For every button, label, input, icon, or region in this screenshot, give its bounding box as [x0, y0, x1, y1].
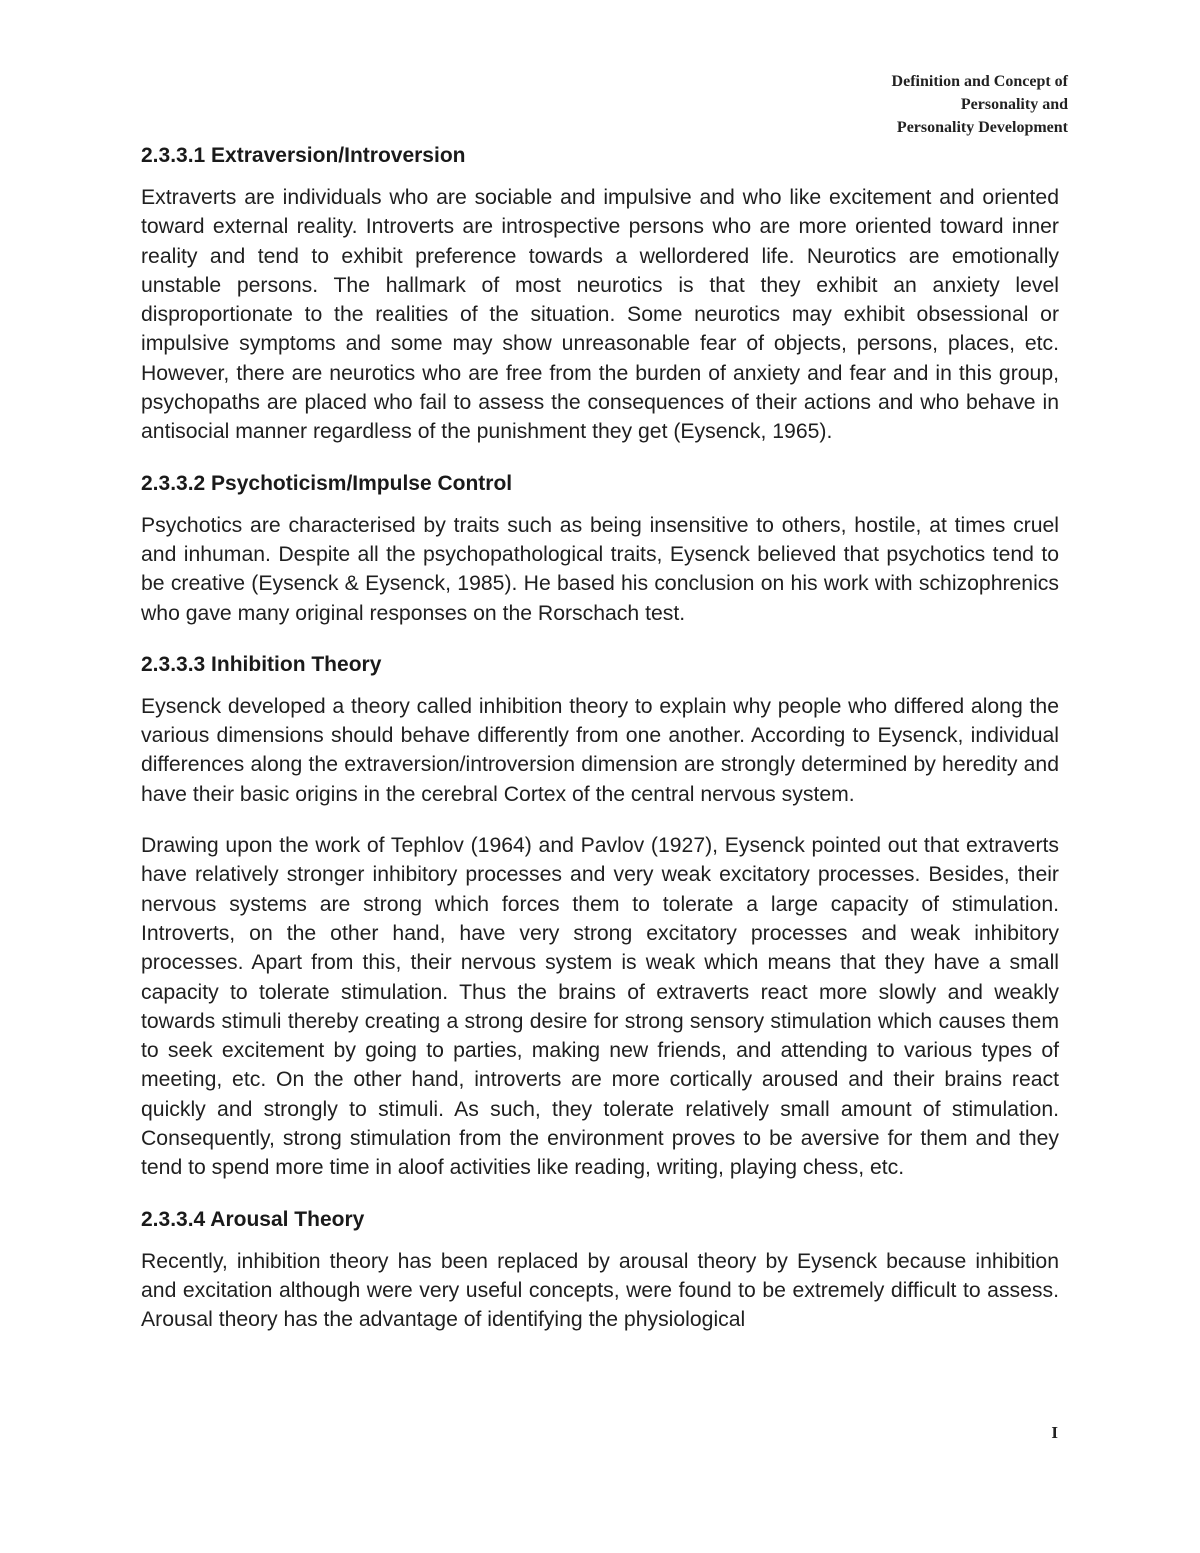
section-extraversion-introversion	[141, 141, 1059, 447]
paragraph: Drawing upon the work of Tephlov (1964) and Pavlov (1927), Eysenck pointed out that extraverts have relatively stronger inhibitory processes and very weak excitatory processes. Besides, their nervous systems are strong which forces them to tolerate a large capacity of stimulation. Introverts, on the other hand, have very strong excitatory processes and weak inhibitory processes. Apart from this, their nervous system is weak which means that they have a small capacity to tolerate stimulation. Thus the brains of extraverts react more slowly and weakly towards stimuli thereby creating a strong desire for strong sensory stimulation which causes them to seek excitement by going to parties, making new friends, and attending to various types of meeting, etc. On the other hand, introverts are more cortically aroused and their brains react quickly and strongly to stimuli. As such, they tolerate relatively small amount of stimulation. Consequently, strong stimulation from the environment proves to be aversive for them and they tend to spend more time in aloof activities like reading, writing, playing chess, etc.	[141, 834, 1059, 1180]
section-psychoticism-impulse-control	[141, 469, 1059, 628]
running-header-line-2: Personality and	[960, 96, 1068, 113]
paragraph: Extraverts are individuals who are sociable and impulsive and who like excitement and oriented toward external reality. Introverts are introspective persons who are more oriented toward inner reality and tend to exhibit preference towards a wellordered life. Neurotics are emotionally unstable persons. The hallmark of most neurotics is that they exhibit an anxiety level disproportionate to the realities of the situation. Some neurotics may exhibit obsessional or impulsive symptoms and some may show unreasonable fear of objects, persons, places, etc. However, there are neurotics who are free from the burden of anxiety and fear and in this group, psychopaths are placed who fail to assess the consequences of their actions and who behave in antisocial manner regardless of the punishment they get (Eysenck, 1965).	[141, 186, 1059, 444]
section-arousal-theory	[141, 1205, 1059, 1335]
running-header	[892, 70, 1068, 139]
section-inhibition-theory	[141, 650, 1059, 1183]
paragraph: Psychotics are characterised by traits such as being insensitive to others, hostile, at times cruel and inhuman. Despite all the psychopathological traits, Eysenck believed that psychotics tend to be creative (Eysenck & Eysenck, 1985). He based his conclusion on his work with schizophrenics who gave many original responses on the Rorschach test.	[141, 513, 1059, 625]
section-heading: 2.3.3.3 Inhibition Theory	[141, 652, 382, 676]
section-heading: 2.3.3.2 Psychoticism/Impulse Control	[141, 471, 513, 495]
section-heading: 2.3.3.4 Arousal Theory	[141, 1207, 365, 1231]
page-number: I	[1051, 1423, 1058, 1442]
running-header-line-3: Personality Development	[896, 119, 1068, 136]
paragraph: Eysenck developed a theory called inhibition theory to explain why people who differed along the various dimensions should behave differently from one another. According to Eysenck, individual differences along the extraversion/introversion dimension are strongly determined by heredity and have their basic origins in the cerebral Cortex of the central nervous system.	[141, 694, 1059, 806]
paragraph: Recently, inhibition theory has been replaced by arousal theory by Eysenck because inhibition and excitation although were very useful concepts, were found to be extremely difficult to assess. Arousal theory has the advantage of identifying the physiological	[141, 1249, 1059, 1332]
running-header-line-1: Definition and Concept of	[891, 73, 1068, 90]
document-body	[141, 141, 1059, 1350]
section-heading: 2.3.3.1 Extraversion/Introversion	[141, 144, 466, 167]
